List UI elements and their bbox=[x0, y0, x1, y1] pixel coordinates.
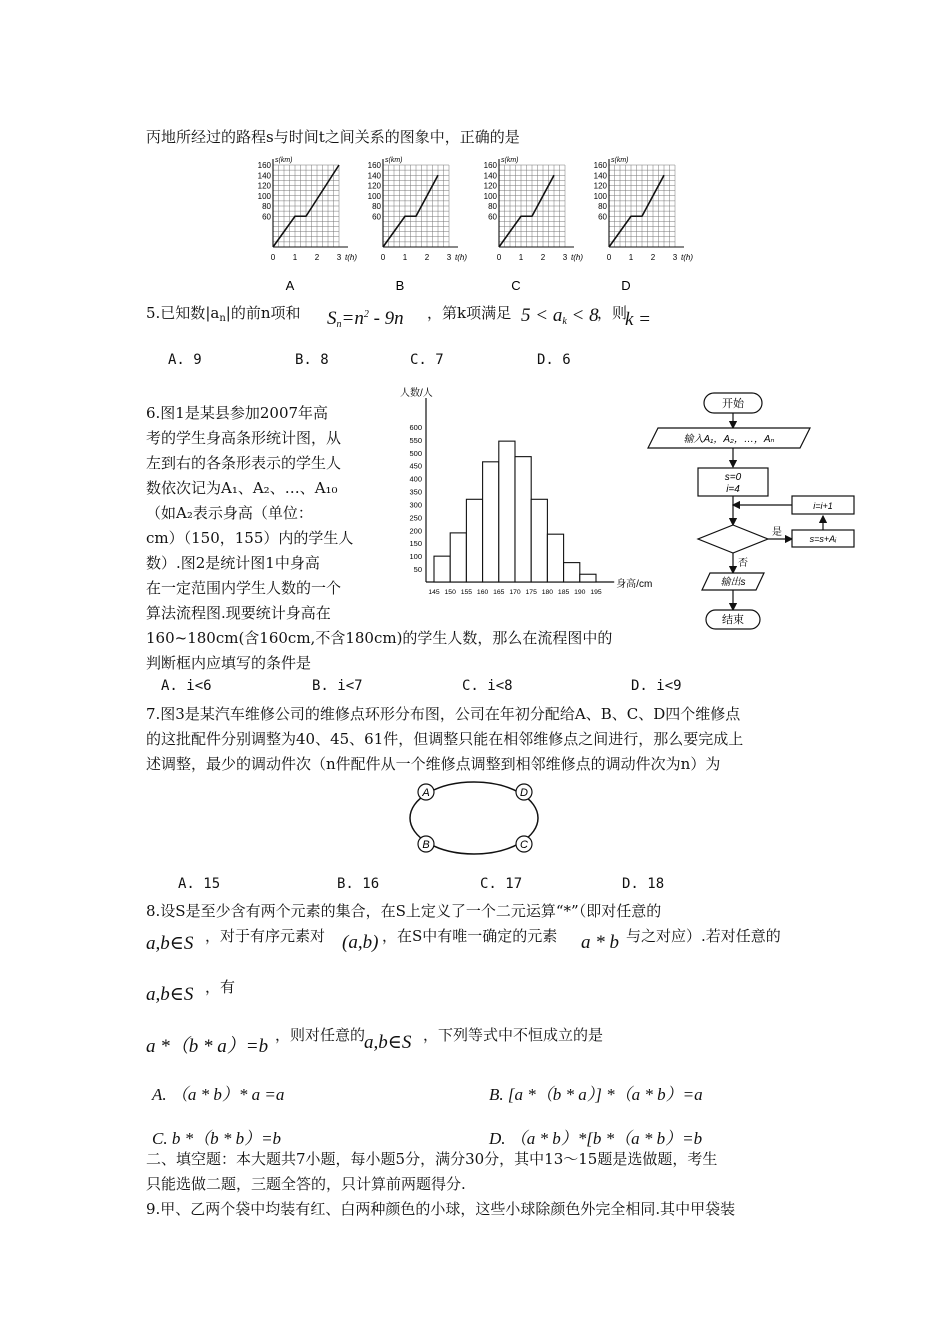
hist-bar bbox=[531, 499, 547, 582]
q7-option-b: B. 16 bbox=[337, 876, 380, 892]
hist-x-tick: 165 bbox=[493, 589, 505, 596]
y-tick-label: 120 bbox=[257, 181, 271, 191]
x-tick-label: 2 bbox=[650, 253, 656, 262]
y-axis-label: s(km) bbox=[385, 157, 403, 164]
hist-x-tick: 190 bbox=[574, 589, 586, 596]
ring-node-a: A bbox=[422, 787, 430, 799]
hist-y-tick: 500 bbox=[409, 448, 422, 458]
y-axis-label: s(km) bbox=[611, 157, 629, 164]
hist-y-tick: 550 bbox=[409, 435, 422, 445]
x-tick-label: 3 bbox=[562, 253, 568, 262]
q7-option-d: D. 18 bbox=[622, 876, 665, 892]
hist-bar bbox=[515, 457, 531, 582]
y-tick-label: 140 bbox=[483, 171, 497, 181]
q6-line: 6.图1是某县参加2007年高 bbox=[146, 404, 329, 422]
hist-bar bbox=[483, 462, 499, 582]
y-tick-label: 80 bbox=[372, 202, 381, 211]
y-axis-label: s(km) bbox=[501, 157, 519, 164]
flow-update-i-label: i=i+1 bbox=[813, 501, 833, 511]
q6-option-b: B. i<7 bbox=[312, 678, 363, 694]
hist-y-tick: 600 bbox=[409, 422, 422, 432]
hist-x-label: 身高/cm bbox=[616, 579, 653, 590]
repair-ring-diagram bbox=[404, 777, 554, 859]
q7-line: 述调整，最少的调动件次（n件配件从一个维修点调整到相邻维修点的调动件次为n）为 bbox=[146, 755, 721, 773]
hist-bar bbox=[450, 533, 466, 582]
ring-node-b: B bbox=[422, 839, 430, 851]
height-histogram bbox=[380, 384, 653, 599]
x-axis-label: t(h) bbox=[681, 253, 693, 262]
flow-init-s: s=0 bbox=[724, 472, 742, 483]
q5-k-equals: k = bbox=[625, 309, 652, 330]
q4-graph bbox=[484, 157, 584, 293]
hist-x-tick: 195 bbox=[590, 589, 602, 596]
flow-end-label: 结束 bbox=[722, 614, 744, 626]
y-tick-label: 80 bbox=[598, 202, 607, 211]
q8-text-corr: 与之对应）.若对任意的 bbox=[626, 927, 781, 945]
hist-y-tick: 400 bbox=[409, 474, 422, 484]
q7-line: 7.图3是某汽车维修公司的维修点环形分布图，公司在年初分配给A、B、C、D四个维修点 bbox=[146, 705, 741, 723]
q5-option-b: B. 8 bbox=[295, 352, 329, 368]
q5-option-a: A. 9 bbox=[168, 352, 202, 368]
hist-y-tick: 350 bbox=[409, 487, 422, 497]
q5-stem: 5.已知数$|a_n|$的前n项和 bbox=[146, 304, 301, 324]
flow-init-i: i=4 bbox=[726, 484, 740, 495]
y-tick-label: 100 bbox=[367, 191, 381, 201]
q8-text-unique: ，在S中有唯一确定的元素 bbox=[382, 927, 558, 945]
q8-option-a: A. （a * b）* a =a bbox=[152, 1085, 285, 1104]
hist-x-tick: 185 bbox=[557, 589, 570, 596]
x-tick-label: 3 bbox=[446, 253, 452, 262]
hist-bar bbox=[499, 441, 515, 582]
q7-option-c: C. 17 bbox=[480, 876, 523, 892]
flow-input-label: 输入A₁，A₂，…，Aₙ bbox=[683, 434, 775, 445]
y-tick-label: 100 bbox=[593, 191, 607, 201]
q8-text-then: ，则对任意的 bbox=[275, 1026, 366, 1044]
graph-label: D bbox=[621, 278, 631, 293]
hist-x-tick: 160 bbox=[476, 589, 489, 596]
graph-label: C bbox=[511, 278, 521, 293]
q4-graph bbox=[368, 157, 468, 293]
q6-line: 算法流程图.现要统计身高在 bbox=[146, 604, 331, 622]
x-axis-label: t(h) bbox=[571, 253, 583, 262]
graph-label: B bbox=[395, 278, 405, 293]
q5-then: ，则 bbox=[597, 304, 628, 322]
y-tick-label: 60 bbox=[372, 212, 381, 222]
x-tick-label: 1 bbox=[292, 253, 298, 262]
hist-x-tick: 145 bbox=[428, 589, 440, 596]
y-tick-label: 100 bbox=[257, 191, 271, 201]
y-tick-label: 120 bbox=[483, 181, 497, 191]
q7-line: 的这批配件分别调整为40、45、61件，但调整只能在相邻维修点之间进行，那么要完成上 bbox=[146, 730, 744, 748]
x-axis-label: t(h) bbox=[345, 253, 357, 262]
q8-math-ab: a * b bbox=[581, 932, 619, 953]
y-tick-label: 60 bbox=[262, 212, 271, 222]
q8-text-you: ，有 bbox=[205, 978, 236, 996]
section2-line1: 二、填空题：本大题共7小题，每小题5分，满分30分，其中13～15题是选做题，考生 bbox=[146, 1150, 718, 1168]
y-tick-label: 60 bbox=[488, 212, 497, 222]
section2-line2: 只能选做二题，三题全答的，只计算前两题得分. bbox=[146, 1175, 466, 1193]
hist-y-label: 人数/人 bbox=[400, 388, 433, 399]
y-tick-label: 120 bbox=[593, 181, 607, 191]
q5-mid-text: ，第k项满足 bbox=[427, 304, 512, 322]
q6-line: 判断框内应填写的条件是 bbox=[146, 654, 312, 672]
hist-x-tick: 155 bbox=[460, 589, 473, 596]
y-tick-label: 160 bbox=[483, 161, 497, 170]
hist-y-tick: 300 bbox=[409, 500, 422, 510]
flow-yes-label: 是 bbox=[772, 527, 782, 538]
hist-bar bbox=[434, 556, 450, 582]
q8-math-ab-in-s: a,b∈S bbox=[146, 933, 194, 954]
q6-line: 在一定范围内学生人数的一个 bbox=[146, 579, 342, 597]
q8-option-b: B. [a *（b * a）] *（a * b）=a bbox=[489, 1085, 703, 1104]
q5-option-c: C. 7 bbox=[410, 352, 444, 368]
q4-graph bbox=[258, 157, 358, 293]
flow-output-label: 输出s bbox=[720, 577, 746, 588]
q5-sum-formula: $S_n=n^2 - 9n$ bbox=[327, 308, 404, 330]
algorithm-flowchart bbox=[640, 388, 860, 638]
q6-line: （如A₂表示身高（单位： bbox=[146, 504, 313, 522]
q8-math-ab-in-s-3: a,b∈S bbox=[364, 1032, 412, 1053]
y-tick-label: 60 bbox=[598, 212, 607, 222]
hist-bar bbox=[564, 563, 580, 582]
hist-x-tick: 180 bbox=[541, 589, 554, 596]
hist-y-tick: 150 bbox=[409, 539, 422, 549]
flow-no-label: 否 bbox=[738, 558, 748, 569]
q4-stem: 丙地所经过的路程s与时间t之间关系的图象中，正确的是 bbox=[146, 128, 520, 146]
q5-condition: $5 < a_k < 8$ bbox=[521, 305, 599, 327]
hist-x-tick: 170 bbox=[509, 589, 521, 596]
x-axis-label: t(h) bbox=[455, 253, 467, 262]
y-tick-label: 140 bbox=[593, 171, 607, 181]
x-tick-label: 1 bbox=[402, 253, 408, 262]
ring-node-c: C bbox=[520, 839, 528, 851]
q6-line: 数）.图2是统计图1中身高 bbox=[146, 554, 320, 572]
q6-option-a: A. i<6 bbox=[161, 678, 212, 694]
hist-y-tick: 200 bbox=[409, 526, 422, 536]
ring-node-d: D bbox=[520, 787, 528, 799]
y-tick-label: 160 bbox=[257, 161, 271, 170]
x-tick-label: 0 bbox=[270, 253, 276, 262]
x-tick-label: 0 bbox=[380, 253, 386, 262]
hist-bar bbox=[580, 574, 596, 582]
x-tick-label: 1 bbox=[628, 253, 634, 262]
q6-line: 160~180cm(含160cm,不含180cm)的学生人数，那么在流程图中的 bbox=[146, 629, 613, 647]
x-tick-label: 3 bbox=[336, 253, 342, 262]
x-tick-label: 3 bbox=[672, 253, 678, 262]
hist-y-tick: 450 bbox=[409, 461, 422, 471]
x-tick-label: 2 bbox=[314, 253, 320, 262]
y-tick-label: 80 bbox=[262, 202, 271, 211]
q8-option-d: D. （a * b）*[b *（a * b）=b bbox=[489, 1129, 703, 1148]
q8-line1: 8.设S是至少含有两个元素的集合，在S上定义了一个二元运算“*”（即对任意的 bbox=[146, 902, 662, 920]
q6-option-c: C. i<8 bbox=[462, 678, 513, 694]
y-tick-label: 120 bbox=[367, 181, 381, 191]
q8-math-pair: (a,b) bbox=[342, 932, 379, 953]
x-tick-label: 1 bbox=[518, 253, 524, 262]
hist-y-tick: 50 bbox=[413, 565, 422, 575]
q6-line: 数依次记为A₁、A₂、…、A₁₀ bbox=[146, 479, 338, 497]
y-tick-label: 140 bbox=[367, 171, 381, 181]
x-tick-label: 2 bbox=[540, 253, 546, 262]
hist-bar bbox=[466, 499, 482, 582]
y-tick-label: 80 bbox=[488, 202, 497, 211]
q9-line1: 9.甲、乙两个袋中均装有红、白两种颜色的小球，这些小球除颜色外完全相同.其中甲袋装 bbox=[146, 1200, 736, 1218]
flow-decision-diamond bbox=[698, 525, 768, 553]
q6-line: 左到右的各条形表示的学生人 bbox=[146, 454, 342, 472]
y-axis-label: s(km) bbox=[275, 157, 293, 164]
q8-text-pair: ，对于有序元素对 bbox=[205, 927, 326, 945]
hist-x-tick: 150 bbox=[444, 589, 456, 596]
q4-graph bbox=[594, 157, 694, 293]
q8-text-not: ，下列等式中不恒成立的是 bbox=[423, 1026, 604, 1044]
y-tick-label: 100 bbox=[483, 191, 497, 201]
q6-option-d: D. i<9 bbox=[631, 678, 682, 694]
q6-line: 考的学生身高条形统计图，从 bbox=[146, 429, 342, 447]
flow-update-s-label: s=s+Aᵢ bbox=[809, 534, 837, 544]
hist-y-tick: 100 bbox=[409, 552, 422, 562]
hist-bar bbox=[547, 534, 563, 582]
x-tick-label: 2 bbox=[424, 253, 430, 262]
flow-start-label: 开始 bbox=[722, 398, 744, 410]
q8-math-ab-in-s-2: a,b∈S bbox=[146, 984, 194, 1005]
q7-option-a: A. 15 bbox=[178, 876, 221, 892]
hist-y-tick: 250 bbox=[409, 513, 422, 523]
q8-math-condition: a *（b * a）=b bbox=[146, 1036, 269, 1057]
y-tick-label: 160 bbox=[367, 161, 381, 170]
graph-label: A bbox=[285, 278, 295, 293]
q8-option-c: C. b *（b * b）=b bbox=[152, 1129, 282, 1148]
q5-option-d: D. 6 bbox=[537, 352, 571, 368]
q4-graphs bbox=[246, 154, 716, 294]
y-tick-label: 160 bbox=[593, 161, 607, 170]
x-tick-label: 0 bbox=[606, 253, 612, 262]
x-tick-label: 0 bbox=[496, 253, 502, 262]
q6-line: cm）（150，155）内的学生人 bbox=[146, 529, 354, 547]
hist-x-tick: 175 bbox=[525, 589, 537, 596]
y-tick-label: 140 bbox=[257, 171, 271, 181]
